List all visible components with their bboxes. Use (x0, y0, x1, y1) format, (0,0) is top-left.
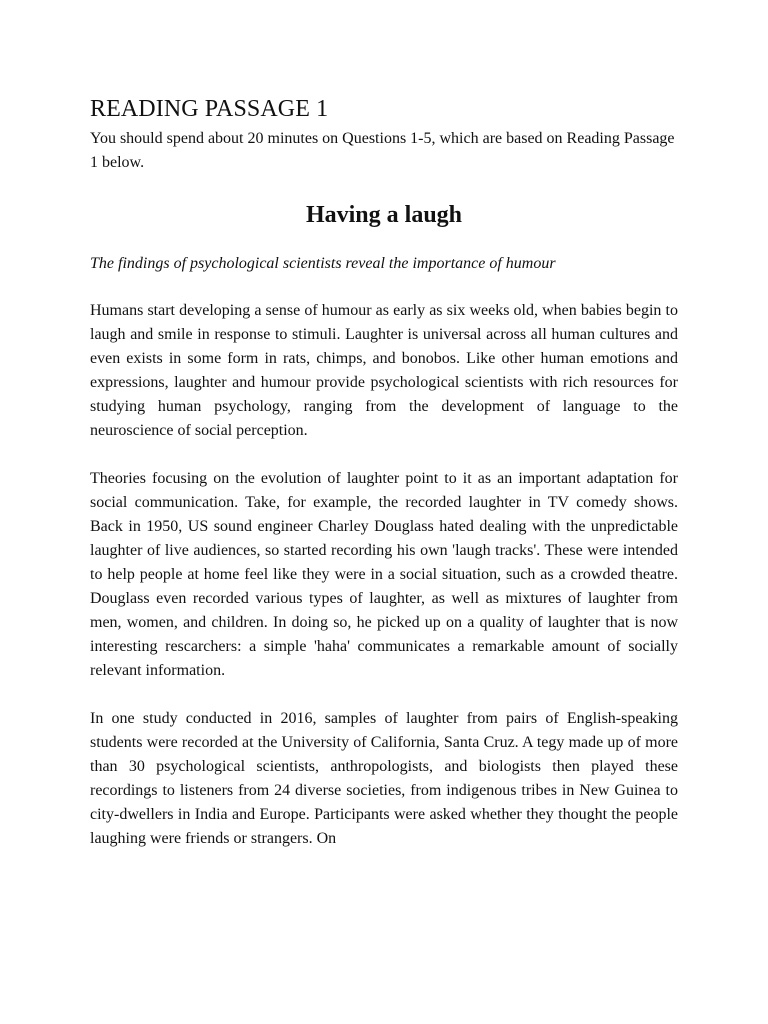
passage-heading: READING PASSAGE 1 (90, 96, 329, 122)
instructions-text: You should spend about 20 minutes on Questions 1-5, which are based on Reading Passage 1 below. (90, 130, 675, 171)
paragraph-1: Humans start developing a sense of humour as early as six weeks old, when babies begin to laugh and smile in response to stimuli. Laughter is universal across all human cultures and even exists in some form in rats, chimps, and bonobos. Like other human emotions and expressions, laughter and humour provide psychological scientists with rich resources for studying human psychology, ranging from the development of language to the neuroscience of social perception. (90, 302, 678, 439)
paragraph-3: In one study conducted in 2016, samples of laughter from pairs of English-speaking students were recorded at the University of California, Santa Cruz. A tegy made up of more than 30 psychological scientists, anthropologists, and biologists then played these recordings to listeners from 24 diverse societies, from indigenous tribes in New Guinea to city-dwellers in India and Europe. Participants were asked whether they thought the people laughing were friends or strangers. On (90, 710, 678, 847)
article-title: Having a laugh (305, 202, 463, 228)
article-subtitle: The findings of psychological scientists reveal the importance of humour (90, 255, 556, 272)
paragraph-2: Theories focusing on the evolution of laughter point to it as an important adaptation for social communication. Take, for example, the recorded laughter in TV comedy shows. Back in 1950, US sound engineer Charley Douglass hated dealing with the unpredictable laughter of live audiences, so started recording his own 'laugh tracks'. These were intended to help people at home feel like they were in a social situation, such as a crowded theatre. Douglass even recorded various types of laughter, as well as mixtures of laughter from men, women, and children. In doing so, he picked up on a quality of laughter that is now interesting rescarchers: a simple 'haha' communicates a remarkable amount of socially relevant information. (90, 470, 678, 679)
document-page (90, 93, 678, 851)
